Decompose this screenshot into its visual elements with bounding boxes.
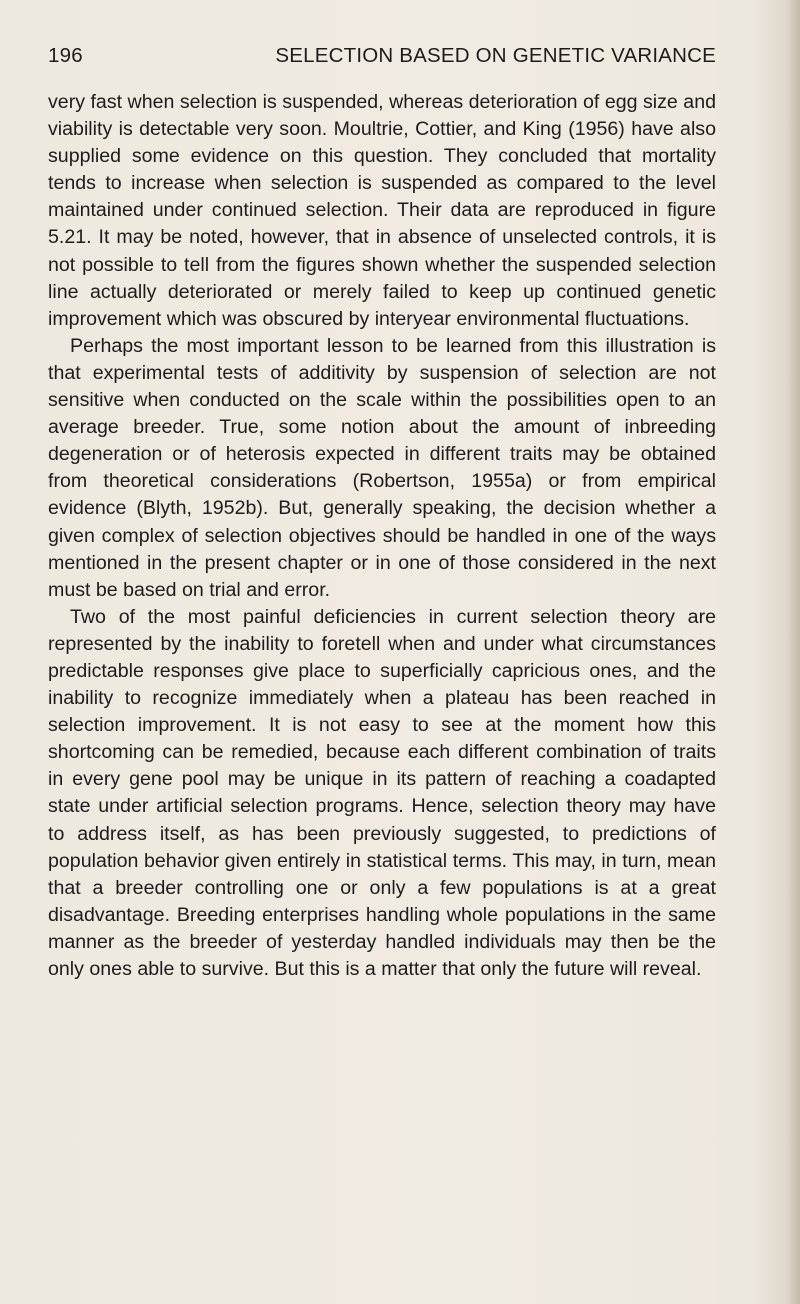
page-gutter-shadow [786,0,800,1304]
body-text [48,89,716,983]
paragraph-deficiencies: Two of the most painful deficiencies in current selection theory are represented by the inability to foretell when and under what circumstances predictable responses give place to superficially capricious ones, and the inability to recognize immediately when a plateau has been reached in selection improvement. It is not easy to see at the moment how this shortcoming can be remedied, because each different combination of traits in every gene pool may be unique in its pattern of reaching a coadapted state under artificial selection programs. Hence, selection theory may have to address itself, as has been previously suggested, to predictions of population behavior given entirely in statistical terms. This may, in turn, mean that a breeder controlling one or only a few populations is at a great disadvantage. Breeding enterprises handling whole populations in the same manner as the breeder of yesterday handled individuals may then be the only ones able to survive. But this is a matter that only the future will reveal. [48,605,716,980]
page-number: 196 [48,44,83,67]
paragraph-continued: very fast when selection is suspended, whereas deterioration of egg size and viability is detectable very soon. Moultrie, Cottier, and King (1956) have also supplied some evidence on this question. They concluded that mortality tends to increase when selection is suspended as compared to the level maintained under continued selection. Their data are reproduced in figure 5.21. It may be noted, however, that in absence of unselected controls, it is not possible to tell from the figures shown whether the suspended selection line actually deteriorated or merely failed to keep up continued genetic improvement which was obscured by interyear environmental fluctuations. [48,91,716,330]
paragraph-lesson: Perhaps the most important lesson to be learned from this illustration is that experimental tests of additivity by suspension of selection are not sensitive when conducted on the scale within the possibilities open to an average breeder. True, some notion about the amount of inbreeding degeneration or of heterosis expected in different traits may be obtained from theoretical considerations (Robertson, 1955a) or from empirical evidence (Blyth, 1952b). But, generally speaking, the decision whether a given complex of selection objectives should be handled in one of the ways mentioned in the present chapter or in one of those considered in the next must be based on trial and error. [48,334,716,601]
running-title: SELECTION BASED ON GENETIC VARIANCE [275,44,716,67]
running-head [48,44,716,74]
